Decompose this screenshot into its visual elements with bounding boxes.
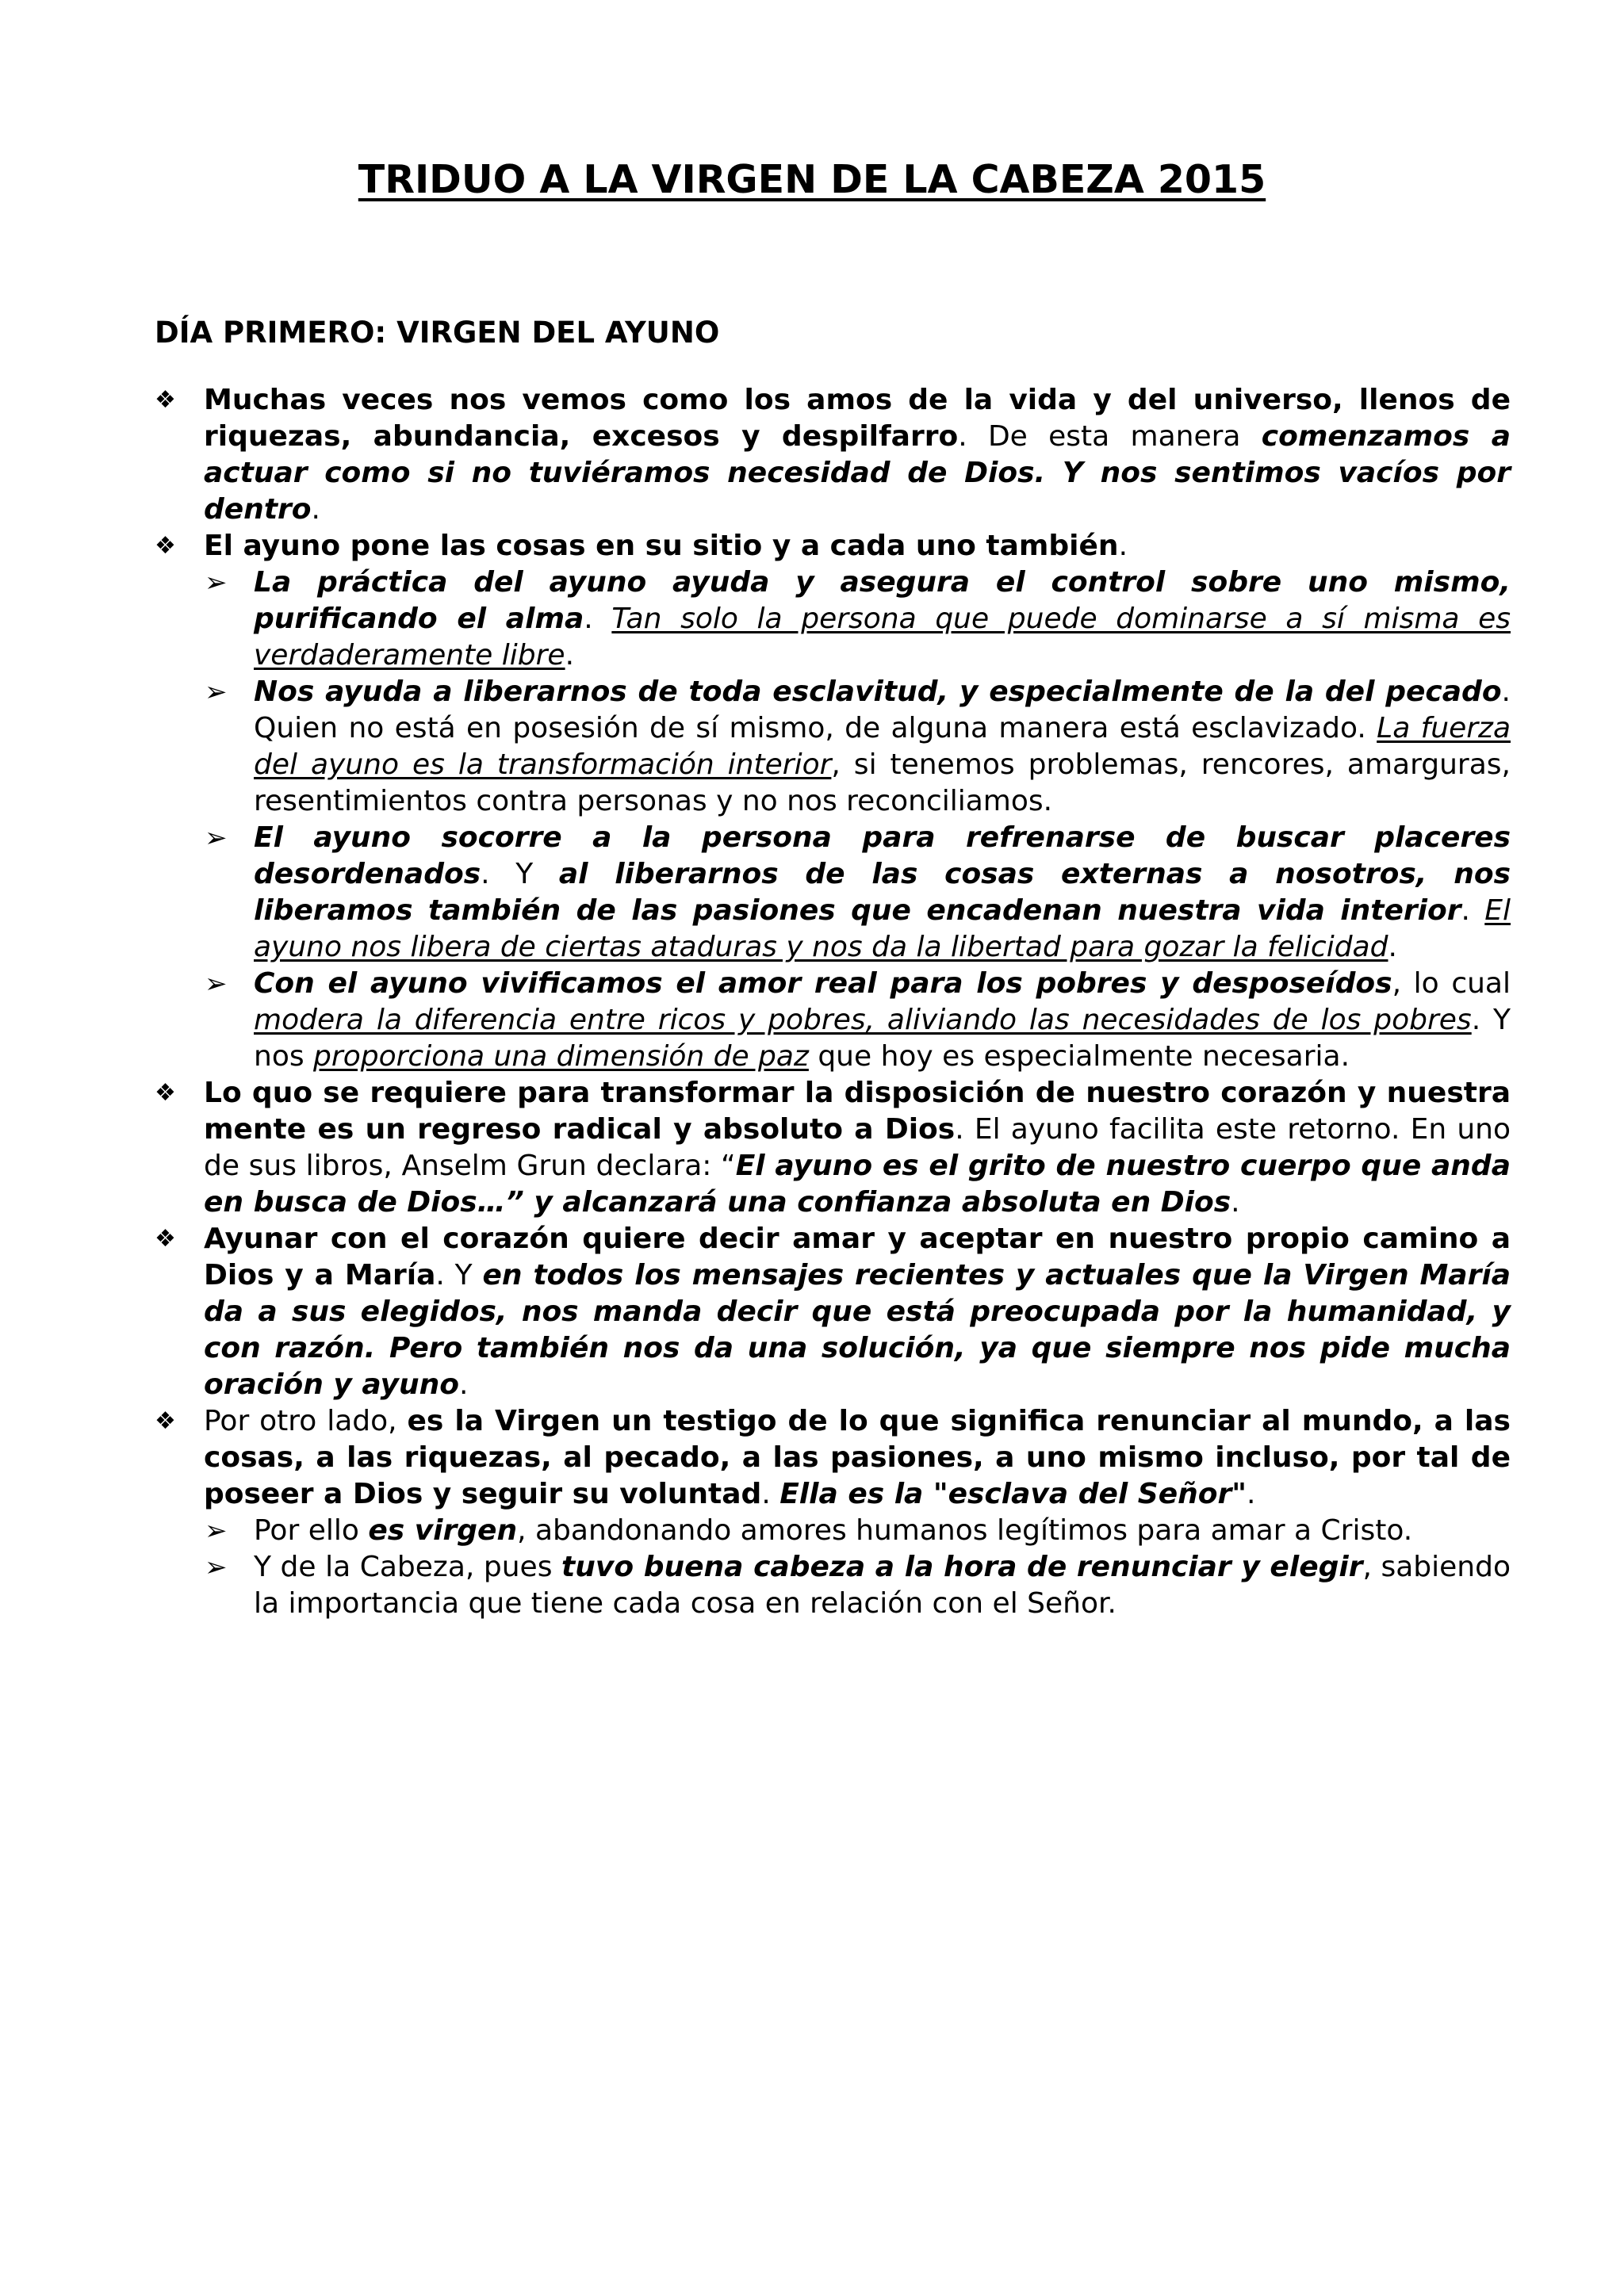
text-bold: es la Virgen un testigo de lo que significa renunciar al mundo, a las cosas, a las riquezas, al pecado, a las pasiones, a uno mismo incluso, por tal de poseer a Dios y seguir su voluntad (204, 1405, 1511, 1510)
content-list (155, 382, 1511, 1622)
text-plain: . Quien no está en posesión de sí mismo, de alguna manera está esclavizado. (254, 675, 1511, 744)
text-plain: . (584, 603, 612, 635)
text-bold-italic: Nos ayuda a liberarnos de toda esclavitud, y especialmente de la del pecado (254, 675, 1502, 708)
text-plain: . (1231, 1186, 1240, 1219)
text-bold-italic: Ella es la "esclava del Señor" (779, 1478, 1247, 1510)
arrow-bullet-icon: ➢ (205, 1552, 228, 1583)
text-plain: . Y (481, 858, 559, 890)
text-bold-italic: en todos los mensajes recientes y actuales que la Virgen María da a sus elegidos, nos manda decir que está preocupada por la humanidad, y con razón. Pero también nos da una solución, ya que siempre nos pide mucha oración y ayuno (204, 1259, 1511, 1401)
text-plain: Por otro lado, (204, 1405, 408, 1437)
list-item (155, 1403, 1511, 1513)
arrow-bullet-icon: ➢ (205, 567, 228, 599)
arrow-bullet-icon: ➢ (205, 968, 228, 1000)
text-underlined: La fuerza del ayuno es la transformación interior (254, 712, 1511, 781)
text-plain: . Y nos (254, 1004, 1511, 1073)
text-plain: , si tenemos problemas, rencores, amarguras, resentimientos contra personas y no nos reconciliamos. (254, 748, 1511, 817)
diamond-bullet-icon: ❖ (155, 532, 176, 560)
text-plain: . (1118, 530, 1128, 562)
arrow-bullet-icon: ➢ (205, 1515, 228, 1547)
text-bold-italic: al liberarnos de las cosas externas a nosotros, nos liberamos también de las pasiones que encadenan nuestra vida interior (254, 858, 1511, 927)
text-plain: . (311, 493, 320, 526)
arrow-bullet-icon: ➢ (205, 676, 228, 708)
text-plain: . (1461, 894, 1485, 927)
sub-list-item (155, 674, 1511, 820)
text-plain: . De esta manera (958, 420, 1262, 453)
sub-list-item (155, 1549, 1511, 1622)
sub-list-item (155, 966, 1511, 1075)
text-plain: Y de la Cabeza, pues (254, 1551, 562, 1583)
text-plain: . El ayuno facilita este retorno. En uno de sus libros, Anselm Grun declara: “ (204, 1113, 1511, 1182)
text-plain: . (1247, 1478, 1256, 1510)
text-plain: . (565, 639, 575, 672)
text-bold: Lo quo se requiere para transformar la disposición de nuestro corazón y nuestra mente es un regreso radical y absoluto a Dios (204, 1077, 1511, 1146)
text-plain: , abandonando amores humanos legítimos para amar a Cristo. (517, 1514, 1413, 1547)
text-bold-italic: Con el ayuno vivificamos el amor real para los pobres y desposeídos (254, 967, 1392, 1000)
diamond-bullet-icon: ❖ (155, 1079, 176, 1107)
text-bold-italic: tuvo buena cabeza a la hora de renunciar y elegir (561, 1551, 1363, 1583)
sub-list-item (155, 564, 1511, 674)
sub-list-item (155, 820, 1511, 966)
list-item (155, 382, 1511, 528)
text-underlined: proporciona una dimensión de paz (313, 1040, 809, 1073)
text-bold: Ayunar con el corazón quiere decir amar y aceptar en nuestro propio camino a Dios y a María (204, 1223, 1511, 1292)
text-plain: . (761, 1478, 780, 1510)
text-bold: Muchas veces nos vemos como los amos de la vida y del universo, llenos de riquezas, abundancia, excesos y despilfarro (204, 384, 1511, 453)
text-bold: El ayuno pone las cosas en su sitio y a cada uno también (204, 530, 1119, 562)
text-plain: . Y (435, 1259, 483, 1292)
section-heading: DÍA PRIMERO: VIRGEN DEL AYUNO (155, 316, 720, 350)
text-bold-italic: es virgen (368, 1514, 518, 1547)
text-plain: que hoy es especialmente necesaria. (808, 1040, 1350, 1073)
text-plain: , lo cual (1392, 967, 1511, 1000)
document-title: TRIDUO A LA VIRGEN DE LA CABEZA 2015 (358, 157, 1266, 202)
text-bold-italic: comenzamos a actuar como si no tuviéramos necesidad de Dios. Y nos sentimos vacíos por dentro (204, 420, 1511, 526)
list-item (155, 1221, 1511, 1403)
text-plain: . (1388, 931, 1397, 963)
text-plain: Por ello (254, 1514, 369, 1547)
sub-list-item (155, 1513, 1511, 1549)
diamond-bullet-icon: ❖ (155, 1225, 176, 1253)
text-underlined: Tan solo la persona que puede dominarse a sí misma es verdaderamente libre (254, 603, 1511, 672)
diamond-bullet-icon: ❖ (155, 386, 176, 414)
list-item (155, 528, 1511, 564)
text-bold-italic: El ayuno es el grito de nuestro cuerpo que anda en busca de Dios…” y alcanzará una confianza absoluta en Dios (204, 1150, 1511, 1219)
text-bold-italic: La práctica del ayuno ayuda y asegura el control sobre uno mismo, purificando el alma (254, 566, 1511, 635)
list-item (155, 1075, 1511, 1221)
text-underlined: El ayuno nos libera de ciertas ataduras y nos da la libertad para gozar la felicidad (254, 894, 1511, 963)
text-plain: , sabiendo la importancia que tiene cada cosa en relación con el Señor. (254, 1551, 1511, 1620)
text-underlined: modera la diferencia entre ricos y pobres, aliviando las necesidades de los pobres (254, 1004, 1472, 1036)
text-plain: . (459, 1368, 469, 1401)
arrow-bullet-icon: ➢ (205, 822, 228, 854)
diamond-bullet-icon: ❖ (155, 1407, 176, 1435)
text-bold-italic: El ayuno socorre a la persona para refrenarse de buscar placeres desordenados (254, 821, 1511, 890)
